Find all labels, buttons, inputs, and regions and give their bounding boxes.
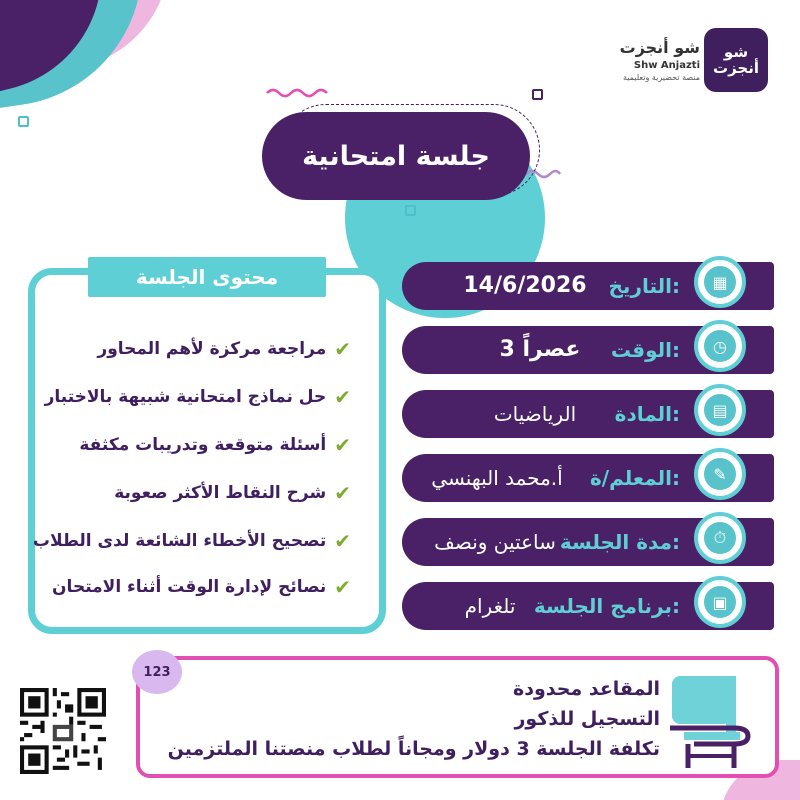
teacher-icon: ✎ <box>694 448 746 500</box>
content-item <box>114 481 351 505</box>
check-icon: ✔ <box>334 529 351 553</box>
content-item <box>33 529 351 553</box>
square-decor <box>405 205 416 216</box>
brand-logo-line2: أنجزت <box>713 59 759 77</box>
square-decor <box>532 89 543 100</box>
notice-registration: التسجيل للذكور <box>514 708 660 730</box>
stopwatch-icon: ⏱ <box>694 512 746 564</box>
content-item <box>52 575 351 599</box>
content-item-text: مراجعة مركزة لأهم المحاور <box>97 339 327 359</box>
content-item <box>79 433 351 457</box>
square-decor <box>18 116 29 127</box>
platform-label: برنامج الجلسة: <box>533 594 680 618</box>
brand-name-arabic: شو أنجزت <box>619 38 700 57</box>
content-panel <box>28 268 386 634</box>
brand-logo-line1: شو <box>723 43 749 61</box>
brand-tagline: منصة تحضيرية وتعليمية <box>622 73 700 82</box>
wave-decor-top <box>265 85 335 99</box>
check-icon: ✔ <box>334 385 351 409</box>
check-icon: ✔ <box>334 337 351 361</box>
content-item-text: نصائح لإدارة الوقت أثناء الامتحان <box>52 577 327 597</box>
chair-icon <box>664 670 756 770</box>
numbers-badge: 123 <box>132 650 182 694</box>
teacher-label: المعلم/ة: <box>589 466 680 490</box>
content-item <box>45 385 351 409</box>
app-icon: ▣ <box>694 576 746 628</box>
content-item-text: أسئلة متوقعة وتدريبات مكثفة <box>79 435 327 455</box>
page-title: جلسة امتحانية <box>262 112 530 200</box>
qr-code-icon <box>20 688 106 774</box>
check-icon: ✔ <box>334 481 351 505</box>
check-icon: ✔ <box>334 433 351 457</box>
clock-icon: ◷ <box>694 320 746 372</box>
notice-cost: تكلفة الجلسة 3 دولار ومجاناً لطلاب منصتنا الملتزمين <box>167 738 660 760</box>
time-label: الوقت: <box>610 338 680 362</box>
date-label: التاريخ: <box>608 274 680 298</box>
content-item-text: شرح النقاط الأكثر صعوبة <box>114 483 327 503</box>
platform-value: تلغرام <box>464 594 516 618</box>
content-header: محتوى الجلسة <box>88 257 326 297</box>
teacher-value: أ.محمد البهنسي <box>431 466 563 490</box>
calendar-icon: ▦ <box>694 256 746 308</box>
subject-value: الرياضيات <box>493 402 577 426</box>
book-icon: ▤ <box>694 384 746 436</box>
date-value: 14/6/2026 <box>463 273 587 298</box>
check-icon: ✔ <box>334 575 351 599</box>
content-item <box>97 337 351 361</box>
content-item-text: تصحيح الأخطاء الشائعة لدى الطلاب <box>32 531 327 551</box>
brand-logo <box>704 28 768 92</box>
notice-seats: المقاعد محدودة <box>513 678 660 700</box>
duration-label: مدة الجلسة: <box>559 530 680 554</box>
content-item-text: حل نماذج امتحانية شبيهة بالاختبار <box>44 387 327 407</box>
brand-name-english: Shw Anjazti <box>633 60 700 71</box>
time-value: 3 عصراً <box>499 337 581 362</box>
subject-label: المادة: <box>614 402 680 426</box>
duration-value: ساعتين ونصف <box>434 530 556 554</box>
